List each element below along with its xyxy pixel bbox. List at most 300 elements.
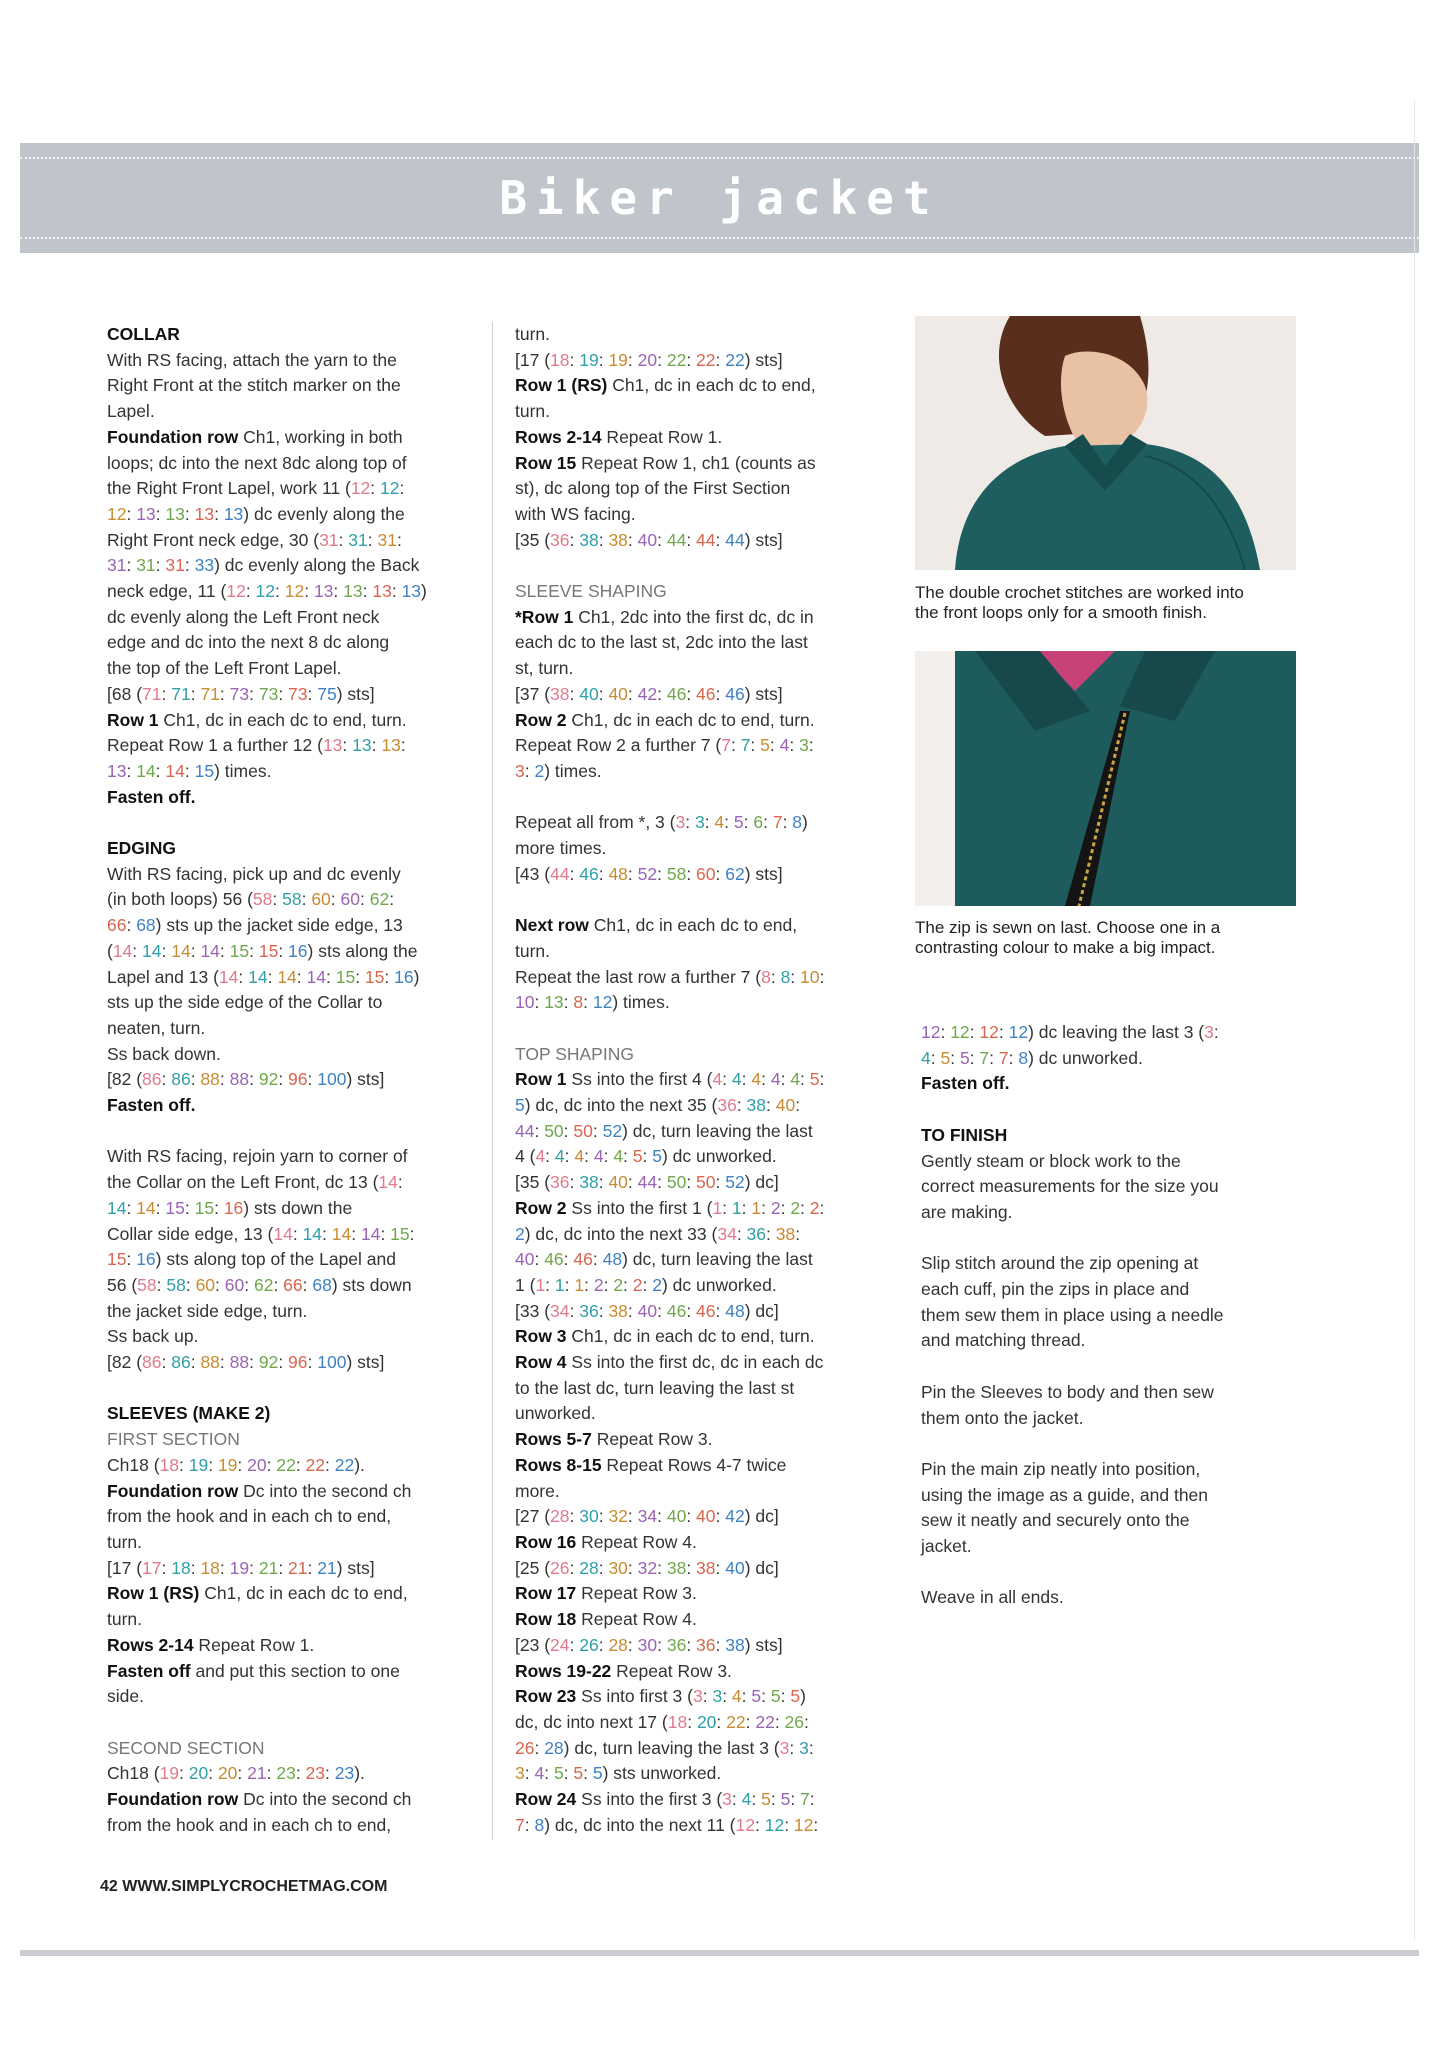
pattern-text: : xyxy=(360,889,370,910)
size-count: 52 xyxy=(602,1120,623,1141)
pattern-text: Ch1, 2dc into the first dc, dc in xyxy=(573,606,814,627)
size-count: 52 xyxy=(637,863,658,884)
size-count: 12 xyxy=(921,1022,941,1042)
pattern-text: : xyxy=(355,966,365,987)
pattern-text: : xyxy=(804,1711,809,1732)
pattern-text: : xyxy=(623,1146,633,1167)
pattern-text: Repeat Row 4. xyxy=(576,1531,697,1552)
size-count: 66 xyxy=(283,1274,303,1295)
pattern-text: : xyxy=(249,940,259,961)
size-count: 5 xyxy=(940,1047,951,1068)
pattern-text: Repeat Row 4. xyxy=(576,1609,697,1630)
size-count: 4 xyxy=(613,1146,624,1167)
pattern-text: : xyxy=(126,503,137,524)
size-count: 60 xyxy=(696,863,716,884)
size-count: 3 xyxy=(675,812,686,833)
pattern-line xyxy=(515,1170,875,1196)
row-label: Row 3 xyxy=(515,1326,567,1347)
row-label: Row 15 xyxy=(515,452,577,473)
pattern-line xyxy=(107,1607,467,1633)
paragraph-gap xyxy=(515,887,875,913)
size-count: 46 xyxy=(696,1300,716,1321)
size-count: 34 xyxy=(717,1223,737,1244)
pattern-line xyxy=(921,1020,1281,1046)
pattern-text: : xyxy=(569,1557,580,1578)
pattern-text: ) sts] xyxy=(744,863,783,884)
pattern-line xyxy=(515,451,875,477)
pattern-text: : xyxy=(716,1711,727,1732)
pattern-line xyxy=(107,451,467,477)
pattern-text: : xyxy=(790,1789,801,1810)
size-count: 3 xyxy=(712,1686,723,1707)
pattern-line xyxy=(107,1016,467,1042)
paragraph-gap xyxy=(515,1016,875,1042)
size-count: 5 xyxy=(761,1789,771,1810)
pattern-text: : xyxy=(627,1506,638,1527)
size-count: 2 xyxy=(593,1274,604,1295)
pattern-text: : xyxy=(761,1069,771,1090)
pattern-text: : xyxy=(307,1352,318,1373)
size-count: 96 xyxy=(288,1069,308,1090)
pattern-text: : xyxy=(731,1789,742,1810)
pattern-text: : xyxy=(715,1506,726,1527)
size-count: 2 xyxy=(632,1274,643,1295)
row-label: Rows 2-14 xyxy=(515,426,602,447)
pattern-text: : xyxy=(751,1789,762,1810)
pattern-text: ) dc] xyxy=(744,1557,779,1578)
size-count: 21 xyxy=(317,1557,337,1578)
pattern-text: : xyxy=(266,1454,277,1475)
size-count: 3 xyxy=(692,1686,703,1707)
pattern-text: : xyxy=(736,1095,747,1116)
pattern-text: [35 ( xyxy=(515,529,551,550)
size-count: 15 xyxy=(194,1197,215,1218)
size-count: 4 xyxy=(751,1069,762,1090)
size-count: 13 xyxy=(544,992,564,1013)
size-count: 92 xyxy=(258,1352,279,1373)
pattern-text: : xyxy=(770,1789,781,1810)
pattern-text: jacket. xyxy=(921,1536,972,1556)
pattern-text: : xyxy=(686,1300,697,1321)
pattern-text: : xyxy=(592,1249,603,1270)
size-count: 40 xyxy=(515,1249,535,1270)
pattern-line xyxy=(107,1556,467,1582)
size-count: 1 xyxy=(574,1274,585,1295)
size-count: 12 xyxy=(735,1814,755,1835)
size-count: 30 xyxy=(608,1557,628,1578)
size-count: 40 xyxy=(608,683,628,704)
page-title: Biker jacket xyxy=(499,171,940,225)
pattern-text: : xyxy=(770,966,781,987)
size-count: 12 xyxy=(226,581,246,602)
pattern-line xyxy=(107,1222,467,1248)
pattern-text: ) sts down the xyxy=(243,1197,353,1218)
pattern-text: ) xyxy=(421,581,427,602)
size-count: 14 xyxy=(306,966,326,987)
pattern-text: : xyxy=(780,1686,791,1707)
size-count: 7 xyxy=(515,1814,525,1835)
pattern-text: : xyxy=(370,478,381,499)
pattern-line xyxy=(921,1200,1281,1226)
pattern-text: : xyxy=(722,1069,732,1090)
pattern-line xyxy=(107,1633,467,1659)
size-count: 46 xyxy=(725,683,745,704)
paragraph-gap xyxy=(515,785,875,811)
size-count: 14 xyxy=(107,1197,127,1218)
size-count: 32 xyxy=(608,1506,628,1527)
size-count: 1 xyxy=(535,1274,546,1295)
pattern-text: With RS facing, rejoin yarn to corner of xyxy=(107,1146,408,1167)
pattern-text: : xyxy=(598,529,609,550)
pattern-text: : xyxy=(564,1274,575,1295)
size-count: 1 xyxy=(554,1274,565,1295)
pattern-text: With RS facing, pick up and dc evenly xyxy=(107,863,401,884)
pattern-line xyxy=(107,348,467,374)
pattern-text: : xyxy=(307,683,318,704)
size-count: 18 xyxy=(550,349,570,370)
pattern-text: : xyxy=(1213,1022,1219,1042)
website-link[interactable]: WWW.SIMPLYCROCHETMAG.COM xyxy=(122,1878,388,1895)
pattern-line xyxy=(107,836,467,862)
pattern-line xyxy=(921,1046,1281,1072)
pattern-text: : xyxy=(322,1223,332,1244)
size-count: 14 xyxy=(378,1172,398,1193)
pattern-text: : xyxy=(623,1274,633,1295)
pattern-text: : xyxy=(208,1454,218,1475)
subsection-heading: SECOND SECTION xyxy=(107,1737,265,1758)
pattern-line xyxy=(515,1196,875,1222)
row-label: Row 17 xyxy=(515,1583,577,1604)
size-count: 46 xyxy=(544,1249,564,1270)
pattern-line xyxy=(107,1093,467,1119)
pattern-text: : xyxy=(627,1300,638,1321)
pattern-text: : xyxy=(184,1197,195,1218)
size-count: 12 xyxy=(979,1022,999,1042)
size-count: 10 xyxy=(515,992,535,1013)
size-count: 73 xyxy=(288,683,308,704)
pattern-text: Repeat Row 2 a further 7 ( xyxy=(515,735,722,756)
size-count: 12 xyxy=(764,1814,785,1835)
column-divider xyxy=(492,322,493,1840)
pattern-line xyxy=(515,1427,875,1453)
pattern-text: : xyxy=(795,1223,801,1244)
pattern-text: : xyxy=(687,1711,697,1732)
size-count: 88 xyxy=(229,1352,250,1373)
pattern-text: : xyxy=(126,915,137,936)
pattern-text: : xyxy=(215,1274,225,1295)
pattern-line xyxy=(515,862,875,888)
pattern-line xyxy=(515,965,875,991)
pattern-text: : xyxy=(325,1454,335,1475)
pattern-text: : xyxy=(819,1197,825,1218)
size-count: 50 xyxy=(544,1120,564,1141)
pattern-text: : xyxy=(642,1274,653,1295)
pattern-line xyxy=(515,605,875,631)
size-count: 4 xyxy=(535,1146,546,1167)
pattern-text: : xyxy=(722,1686,732,1707)
pattern-text: neaten, turn. xyxy=(107,1017,206,1038)
pattern-text: turn. xyxy=(515,401,551,422)
row-label: Row 24 xyxy=(515,1789,577,1810)
pattern-text: : xyxy=(583,1763,593,1784)
pattern-text: : xyxy=(325,1763,335,1784)
pattern-text: : xyxy=(766,1095,776,1116)
size-count: 22 xyxy=(334,1454,355,1475)
pattern-text: : xyxy=(126,555,137,576)
pattern-text: : xyxy=(563,1120,574,1141)
pattern-line xyxy=(515,1401,875,1427)
size-count: 36 xyxy=(550,529,570,550)
size-count: 44 xyxy=(637,1172,658,1193)
row-label: Row 2 xyxy=(515,709,567,730)
size-count: 3 xyxy=(779,1737,790,1758)
paragraph-gap xyxy=(107,810,467,836)
pattern-text: Repeat all from *, 3 ( xyxy=(515,812,676,833)
size-count: 36 xyxy=(696,1634,716,1655)
pattern-text: : xyxy=(161,683,172,704)
pattern-text: ) sts up the jacket side edge, 13 xyxy=(155,915,403,936)
size-count: 22 xyxy=(726,1711,746,1732)
pattern-line xyxy=(515,425,875,451)
size-count: 40 xyxy=(579,683,599,704)
pattern-text: : xyxy=(126,1249,137,1270)
pattern-text: : xyxy=(627,863,638,884)
pattern-text: : xyxy=(569,1634,580,1655)
pattern-text: : xyxy=(969,1022,980,1042)
pattern-text: the top of the Left Front Lapel. xyxy=(107,658,342,679)
pattern-text: : xyxy=(657,1634,667,1655)
size-count: 7 xyxy=(772,812,783,833)
pattern-text: : xyxy=(161,940,172,961)
pattern-line xyxy=(515,1813,875,1839)
pattern-text: : xyxy=(155,503,166,524)
pattern-line xyxy=(921,1585,1281,1611)
size-count: 34 xyxy=(637,1506,658,1527)
size-count: 38 xyxy=(579,1172,599,1193)
size-count: 38 xyxy=(579,529,599,550)
row-label: Fasten off. xyxy=(107,786,196,807)
pattern-line xyxy=(515,1093,875,1119)
photo2-caption xyxy=(915,918,1305,958)
pattern-text: : xyxy=(400,735,406,756)
pattern-line xyxy=(515,528,875,554)
pattern-text: ) sts] xyxy=(336,1557,375,1578)
size-count: 4 xyxy=(741,1789,752,1810)
size-count: 60 xyxy=(224,1274,245,1295)
pattern-text: : xyxy=(702,1686,713,1707)
size-count: 18 xyxy=(159,1454,179,1475)
pattern-text: : xyxy=(686,349,697,370)
size-count: 3 xyxy=(515,1763,525,1784)
size-count: 28 xyxy=(550,1506,570,1527)
size-count: 10 xyxy=(800,966,820,987)
size-count: 60 xyxy=(340,889,360,910)
pattern-text: : xyxy=(598,1634,609,1655)
pattern-text: : xyxy=(789,735,800,756)
size-count: 15 xyxy=(107,1249,127,1270)
pattern-line xyxy=(107,553,467,579)
size-count: 15 xyxy=(258,940,279,961)
size-count: 38 xyxy=(725,1634,745,1655)
pattern-text: [37 ( xyxy=(515,683,551,704)
size-count: 58 xyxy=(137,1274,157,1295)
pattern-text: : xyxy=(295,1763,306,1784)
pattern-text: edge and dc into the next 8 dc along xyxy=(107,632,390,653)
pattern-line xyxy=(515,1247,875,1273)
pattern-text: ) dc, dc into the next 33 ( xyxy=(524,1223,718,1244)
pattern-text: turn. xyxy=(107,1609,143,1630)
pattern-text: : xyxy=(219,683,230,704)
size-count: 68 xyxy=(136,915,156,936)
pattern-text: : xyxy=(569,683,580,704)
pattern-text: : xyxy=(1008,1047,1019,1068)
pattern-line xyxy=(515,1350,875,1376)
size-count: 12 xyxy=(255,581,276,602)
pattern-line xyxy=(107,1196,467,1222)
size-count: 18 xyxy=(171,1557,191,1578)
size-count: 86 xyxy=(142,1352,162,1373)
size-count: 50 xyxy=(666,1172,687,1193)
pattern-text: : xyxy=(179,1763,189,1784)
pattern-text: Ch18 ( xyxy=(107,1763,160,1784)
size-count: 40 xyxy=(608,1172,628,1193)
pattern-text: : xyxy=(686,1634,697,1655)
pattern-text: : xyxy=(190,940,201,961)
pattern-line xyxy=(515,810,875,836)
size-count: 7 xyxy=(800,1789,810,1810)
pattern-text: : xyxy=(272,889,283,910)
pattern-line xyxy=(921,1457,1281,1483)
pattern-text: : xyxy=(267,966,278,987)
pattern-text: : xyxy=(132,940,143,961)
size-count: 50 xyxy=(696,1172,716,1193)
size-count: 14 xyxy=(360,1223,381,1244)
pattern-line xyxy=(107,528,467,554)
pattern-text: 4 ( xyxy=(515,1146,536,1167)
pattern-text: the Collar on the Left Front, dc 13 ( xyxy=(107,1172,379,1193)
pattern-text: : xyxy=(569,1506,580,1527)
size-count: 88 xyxy=(229,1069,250,1090)
size-count: 3 xyxy=(799,735,809,756)
size-count: 1 xyxy=(712,1197,723,1218)
pattern-text: : xyxy=(930,1047,941,1068)
pattern-text: : xyxy=(564,1146,575,1167)
pattern-line xyxy=(107,682,467,708)
pattern-text: : xyxy=(351,1223,361,1244)
pattern-text: 56 ( xyxy=(107,1274,138,1295)
pattern-line xyxy=(921,1071,1281,1097)
row-label: Row 1 (RS) xyxy=(515,375,608,396)
pattern-line xyxy=(107,1273,467,1299)
pattern-line xyxy=(515,322,875,348)
pattern-text: : xyxy=(384,966,395,987)
size-count: 42 xyxy=(725,1506,745,1527)
row-label: *Row 1 xyxy=(515,606,574,627)
pattern-text: : xyxy=(278,1352,289,1373)
pattern-line xyxy=(107,785,467,811)
pattern-text: : xyxy=(950,1047,960,1068)
size-count: 68 xyxy=(312,1274,332,1295)
pattern-text: ) sts unworked. xyxy=(602,1763,722,1784)
size-count: 4 xyxy=(712,1069,723,1090)
size-count: 19 xyxy=(217,1454,238,1475)
pattern-text: : xyxy=(598,1557,609,1578)
pattern-text: ) sts] xyxy=(336,683,375,704)
pattern-text: : xyxy=(275,581,285,602)
pattern-text: : xyxy=(292,1223,303,1244)
jacket-shoulder-illustration xyxy=(915,316,1296,570)
pattern-text: ) sts] xyxy=(744,683,783,704)
pattern-text: ) dc, turn leaving the last xyxy=(622,1120,813,1141)
size-count: 23 xyxy=(276,1763,296,1784)
pattern-text: [43 ( xyxy=(515,863,551,884)
size-count: 3 xyxy=(799,1737,809,1758)
size-count: 15 xyxy=(165,1197,185,1218)
pattern-line xyxy=(515,708,875,734)
pattern-line xyxy=(515,579,875,605)
pattern-text: : xyxy=(534,1120,545,1141)
pattern-text: Lapel and 13 ( xyxy=(107,966,219,987)
pattern-text: : xyxy=(686,1172,697,1193)
pattern-text: : xyxy=(774,1711,785,1732)
size-count: 14 xyxy=(136,1197,156,1218)
pattern-text: with WS facing. xyxy=(515,503,636,524)
subsection-heading: TOP SHAPING xyxy=(515,1043,634,1064)
pattern-text: side. xyxy=(107,1686,144,1707)
size-count: 17 xyxy=(142,1557,162,1578)
pattern-line xyxy=(107,1581,467,1607)
pattern-text: Repeat Row 3. xyxy=(576,1583,697,1604)
paragraph-gap xyxy=(515,553,875,579)
row-label: Row 1 xyxy=(515,1069,567,1090)
pattern-text: : xyxy=(563,1249,574,1270)
pattern-text: : xyxy=(789,1737,800,1758)
pattern-text: ) xyxy=(413,966,420,987)
size-count: 14 xyxy=(218,966,239,987)
size-count: 7 xyxy=(740,735,751,756)
pattern-text: : xyxy=(302,1274,313,1295)
size-count: 73 xyxy=(258,683,279,704)
pattern-line xyxy=(107,630,467,656)
pattern-text: : xyxy=(627,1557,638,1578)
size-count: 15 xyxy=(390,1223,410,1244)
pattern-text: : xyxy=(190,683,201,704)
pattern-text: ) dc, dc into the next 35 ( xyxy=(524,1095,718,1116)
size-count: 3 xyxy=(722,1789,732,1810)
pattern-text: : xyxy=(598,1300,609,1321)
pattern-line xyxy=(107,1761,467,1787)
pattern-text: : xyxy=(266,1763,277,1784)
size-count: 50 xyxy=(573,1120,593,1141)
size-count: 19 xyxy=(579,349,599,370)
pattern-text: Repeat Row 1, ch1 (counts as xyxy=(576,452,816,473)
pattern-line xyxy=(515,1042,875,1068)
pattern-text: : xyxy=(278,940,289,961)
pattern-text: : xyxy=(657,863,667,884)
pattern-text: : xyxy=(278,1069,289,1090)
row-label: Rows 19-22 xyxy=(515,1660,612,1681)
size-count: 13 xyxy=(352,735,372,756)
pattern-line xyxy=(107,887,467,913)
size-count: 13 xyxy=(107,760,127,781)
pattern-text: correct measurements for the size you xyxy=(921,1176,1219,1197)
size-count: 6 xyxy=(753,812,764,833)
pattern-line xyxy=(515,656,875,682)
size-count: 88 xyxy=(200,1069,220,1090)
size-count: 5 xyxy=(780,1789,791,1810)
pattern-text: : xyxy=(219,1352,230,1373)
pattern-text: : xyxy=(569,863,580,884)
